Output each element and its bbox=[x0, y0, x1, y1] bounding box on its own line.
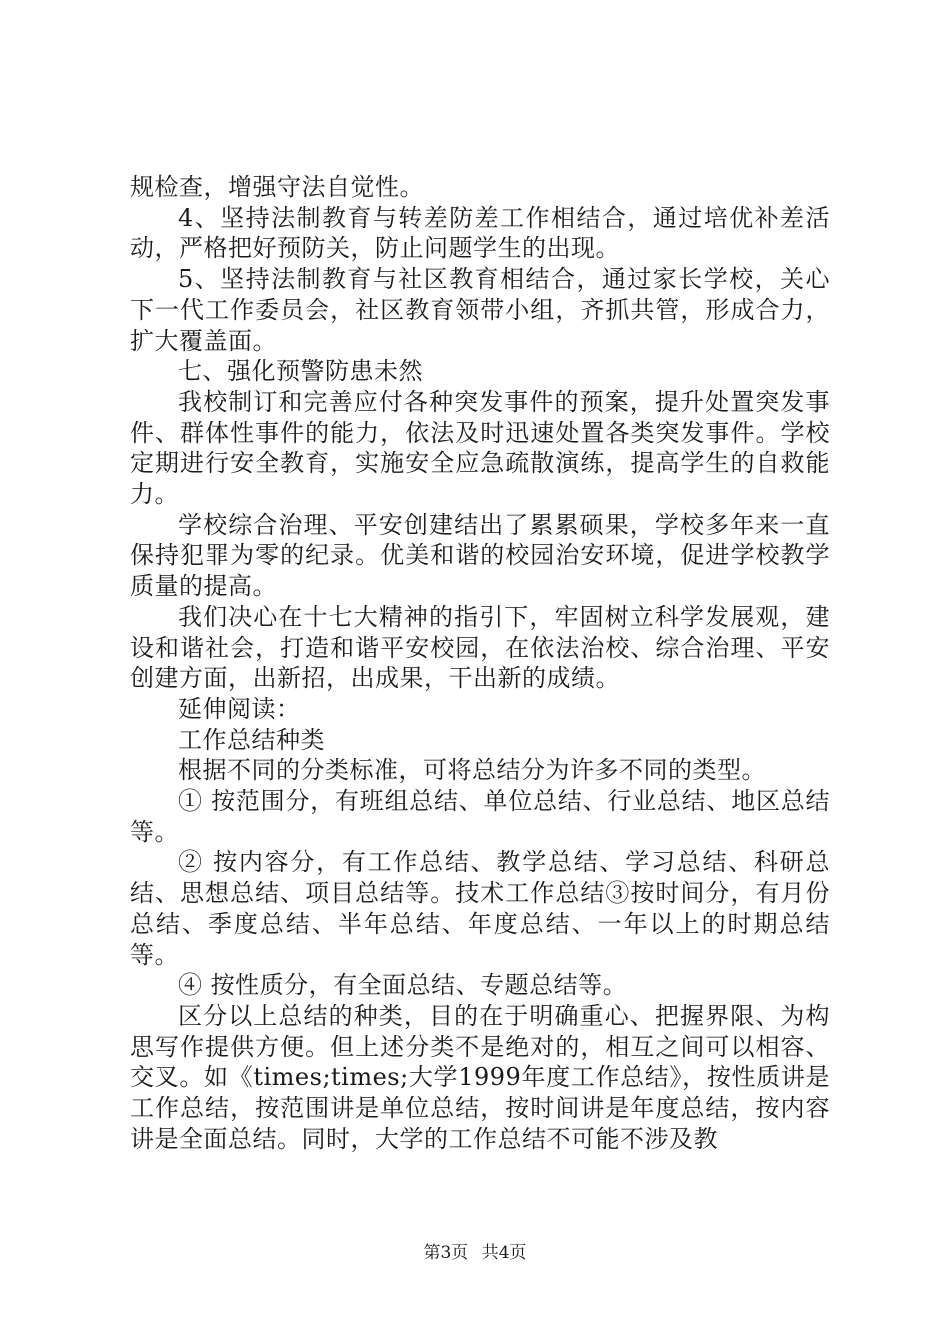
paragraph: 学校综合治理、平安创建结出了累累硕果，学校多年来一直保持犯罪为零的纪录。优美和谐的校园治安环境，促进学校教学质量的提高。 bbox=[130, 510, 830, 601]
paragraph: 根据不同的分类标准，可将总结分为许多不同的类型。 bbox=[178, 756, 766, 785]
page-total: 共4页 bbox=[481, 1243, 527, 1263]
section-heading: 七、强化预警防患未然 bbox=[178, 357, 423, 386]
page-number: 第3页 bbox=[423, 1243, 469, 1263]
paragraph: 规检查，增强守法自觉性。 bbox=[130, 173, 424, 201]
paragraph: 5、坚持法制教育与社区教育相结合，通过家长学校，关心下一代工作委员会，社区教育领带小组，齐抓共管，形成合力，扩大覆盖面。 bbox=[130, 265, 830, 355]
page-footer bbox=[0, 1243, 950, 1263]
document-body bbox=[130, 172, 830, 1155]
section-heading: 延伸阅读： bbox=[178, 694, 301, 723]
paragraph: 我们决心在十七大精神的指引下，牢固树立科学发展观，建设和谐社会，打造和谐平安校园，在依法治校、综合治理、平安创建方面，出新招，出成果，干出新的成绩。 bbox=[130, 602, 830, 693]
paragraph: 我校制订和完善应付各种突发事件的预案，提升处置突发事件、群体性事件的能力，依法及时迅速处置各类突发事件。学校定期进行安全教育，实施安全应急疏散演练，提高学生的自救能力。 bbox=[130, 387, 830, 509]
section-heading: 工作总结种类 bbox=[178, 725, 325, 754]
list-item: ④ 按性质分，有全面总结、专题总结等。 bbox=[178, 971, 628, 1000]
list-item: ② 按内容分，有工作总结、教学总结、学习总结、科研总结、思想总结、项目总结等。技术工作总结③按时间分，有月份总结、季度总结、半年总结、年度总结、一年以上的时期总结等。 bbox=[130, 848, 830, 969]
paragraph: 4、坚持法制教育与转差防差工作相结合，通过培优补差活动，严格把好预防关，防止问题学生的出现。 bbox=[130, 203, 830, 263]
list-item: ① 按范围分，有班组总结、单位总结、行业总结、地区总结等。 bbox=[130, 787, 830, 846]
paragraph: 区分以上总结的种类，目的在于明确重心、把握界限、为构思写作提供方便。但上述分类不是绝对的，相互之间可以相容、交叉。如《times;times;大学1999年度工作总结》，按性质讲是工作总结，按范围讲是单位总结，按时间讲是年度总结，按内容讲是全面总结。同时，大学的工作总结不可能不涉及教 bbox=[130, 1001, 830, 1153]
